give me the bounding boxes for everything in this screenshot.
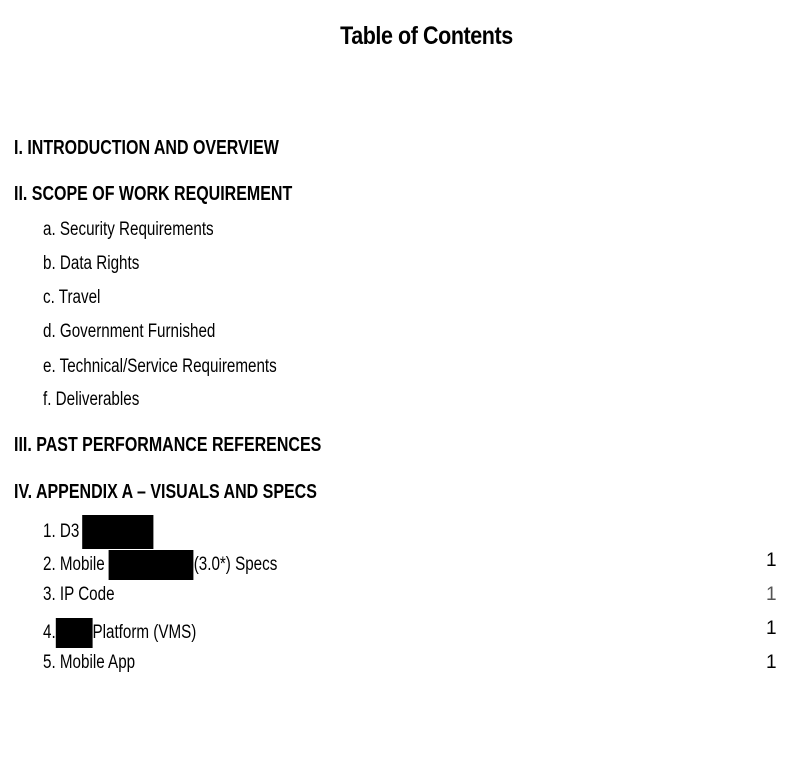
toc-section-past-performance[interactable]: III. PAST PERFORMANCE REFERENCES [14, 434, 322, 456]
toc-title: Table of Contents [340, 22, 513, 50]
toc-page-number: 1 [766, 584, 777, 605]
toc-item-appendix-3[interactable] [43, 584, 115, 606]
toc-item-deliverables[interactable]: f. Deliverables [43, 389, 140, 410]
toc-item-text: 4. [43, 622, 56, 644]
toc-item-appendix-5[interactable] [43, 652, 135, 674]
redaction-block [56, 618, 93, 648]
redaction-block [109, 550, 194, 580]
toc-item-text: (3.0*) Specs [193, 554, 278, 576]
redaction-block [83, 515, 154, 549]
toc-item-text: 1. D3 [43, 521, 80, 543]
toc-item-appendix-4[interactable] [43, 618, 196, 648]
toc-item-government-furnished[interactable]: d. Government Furnished [43, 321, 216, 342]
toc-item-appendix-2[interactable] [43, 550, 277, 580]
toc-item-text: 5. Mobile App [43, 652, 136, 673]
toc-item-text: Platform (VMS) [92, 622, 197, 644]
toc-section-appendix-a[interactable]: IV. APPENDIX A – VISUALS AND SPECS [14, 481, 317, 503]
toc-item-travel[interactable]: c. Travel [43, 287, 101, 308]
toc-page-number: 1 [766, 652, 777, 673]
toc-section-introduction[interactable]: I. INTRODUCTION AND OVERVIEW [14, 137, 279, 159]
toc-item-security-requirements[interactable]: a. Security Requirements [43, 219, 214, 240]
toc-item-text: 3. IP Code [43, 584, 115, 605]
toc-section-scope-of-work[interactable]: II. SCOPE OF WORK REQUIREMENT [14, 183, 293, 205]
toc-item-technical-service-requirements[interactable]: e. Technical/Service Requirements [43, 356, 277, 377]
toc-page-number: 1 [766, 618, 777, 639]
toc-item-text: 2. Mobile [43, 554, 109, 576]
toc-item-data-rights[interactable]: b. Data Rights [43, 253, 140, 274]
toc-item-appendix-1[interactable] [43, 515, 154, 549]
toc-page-number: 1 [766, 550, 777, 571]
